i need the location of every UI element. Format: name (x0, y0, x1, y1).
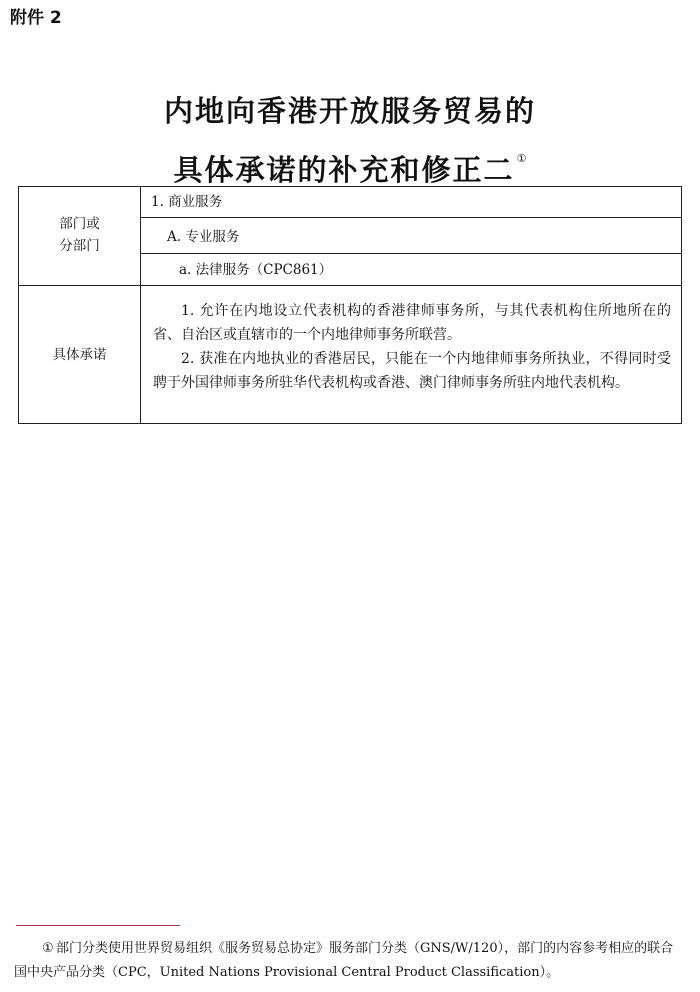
row-divider-2 (140, 253, 681, 254)
title-line-1: 内地向香港开放服务贸易的 (163, 94, 536, 128)
section-divider (19, 285, 681, 286)
sector-label-line-1: 部门或 (59, 216, 100, 232)
footnote-marker: ① (42, 941, 54, 956)
commitment-label: 具体承诺 (52, 347, 107, 363)
commitments-table (18, 186, 682, 424)
commitment-item-2: 2. 获准在内地执业的香港居民，只能在一个内地律师事务所执业，不得同时受聘于外国律师事务所驻华代表机构或香港、澳门律师事务所驻内地代表机构。 (153, 351, 671, 391)
title-footnote-marker: ① (516, 152, 527, 165)
footnote-text: 部门分类使用世界贸易组织《服务贸易总协定》服务部门分类（GNS/W/120），部门的内容参考相应的联合国中央产品分类（CPC，United Nations Provisional Central Product Classification）。 (14, 941, 674, 980)
document-title (0, 88, 700, 194)
commitments-text (153, 299, 671, 395)
footnote (14, 937, 686, 985)
sector-row-business-services: 1. 商业服务 (151, 194, 223, 210)
row-divider-1 (140, 217, 681, 218)
footnote-separator (16, 925, 180, 926)
title-line-2-text: 具体承诺的补充和修正二 (173, 153, 515, 187)
sector-label-line-2: 分部门 (59, 238, 100, 254)
sector-row-professional-services: A. 专业服务 (167, 229, 240, 245)
column-divider (140, 187, 141, 423)
sector-label (19, 213, 140, 257)
commitment-item-1: 1. 允许在内地设立代表机构的香港律师事务所，与其代表机构住所地所在的省、自治区或直辖市的一个内地律师事务所联营。 (153, 303, 671, 343)
sector-row-legal-services: a. 法律服务（CPC861） (179, 262, 333, 278)
annex-label: 附件 2 (10, 8, 62, 28)
